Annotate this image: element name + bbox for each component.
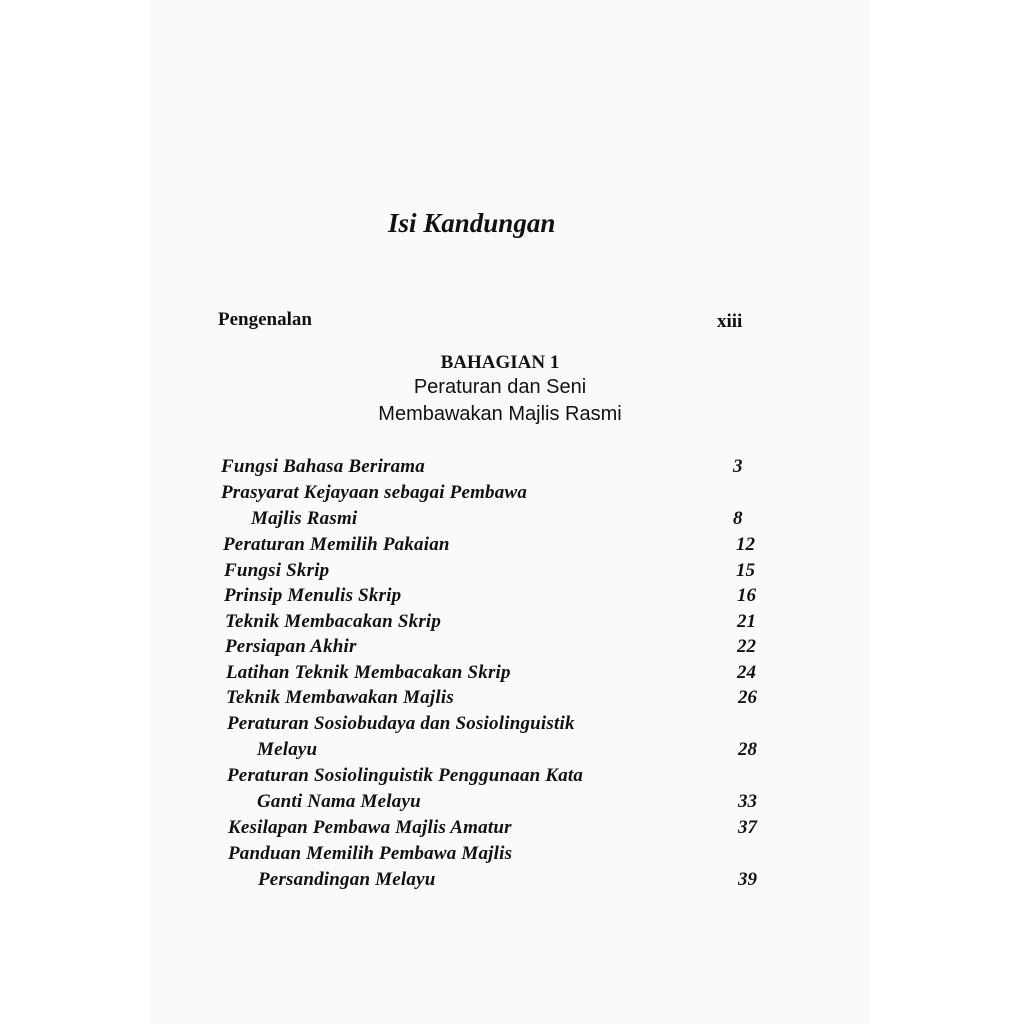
- toc-entry-title: Teknik Membacakan Skrip: [225, 611, 442, 632]
- toc-entry-title-continued: Ganti Nama Melayu: [257, 791, 421, 812]
- toc-entry-page-number: 22: [737, 636, 756, 657]
- toc-entry-title: Teknik Membawakan Majlis: [226, 687, 454, 708]
- toc-entry-title: Peraturan Sosiolinguistik Penggunaan Kata: [227, 765, 584, 786]
- section-subtitle-line-1: Peraturan dan Seni: [413, 376, 587, 398]
- toc-entry-page-number: 39: [738, 869, 757, 890]
- toc-entry-title: Prinsip Menulis Skrip: [224, 585, 402, 606]
- intro-page-number: xiii: [717, 311, 743, 332]
- toc-entry-page-number: 21: [737, 611, 756, 632]
- toc-entry-title: Kesilapan Pembawa Majlis Amatur: [228, 817, 512, 838]
- intro-label: Pengenalan: [218, 309, 312, 330]
- toc-entry-page-number: 12: [736, 534, 755, 555]
- toc-entry-page-number: 28: [738, 739, 757, 760]
- toc-entry-title: Fungsi Bahasa Berirama: [221, 456, 425, 477]
- toc-entry-title: Fungsi Skrip: [224, 560, 330, 581]
- toc-entry-title: Panduan Memilih Pembawa Majlis: [228, 843, 513, 864]
- toc-entry-page-number: 37: [738, 817, 757, 838]
- toc-entry-page-number: 3: [733, 456, 743, 477]
- toc-entry-page-number: 26: [738, 687, 757, 708]
- toc-entry-page-number: 24: [737, 662, 756, 683]
- toc-entry-title: Persiapan Akhir: [225, 636, 357, 657]
- toc-entry-title: Latihan Teknik Membacakan Skrip: [226, 662, 511, 683]
- toc-entry-title-continued: Majlis Rasmi: [251, 508, 358, 529]
- toc-entry-page-number: 33: [738, 791, 757, 812]
- toc-entry-page-number: 16: [737, 585, 756, 606]
- page-title: Isi Kandungan: [388, 208, 556, 238]
- section-subtitle-line-2: Membawakan Majlis Rasmi: [378, 403, 622, 425]
- toc-entry-title: Prasyarat Kejayaan sebagai Pembawa: [221, 482, 528, 503]
- toc-entry-title-continued: Melayu: [257, 739, 318, 760]
- section-heading: BAHAGIAN 1: [440, 352, 560, 373]
- toc-entry-page-number: 15: [736, 560, 755, 581]
- toc-entry-page-number: 8: [733, 508, 743, 529]
- toc-entry-title-continued: Persandingan Melayu: [258, 869, 436, 890]
- toc-entry-title: Peraturan Memilih Pakaian: [223, 534, 450, 555]
- toc-entry-title: Peraturan Sosiobudaya dan Sosiolinguistik: [227, 713, 575, 734]
